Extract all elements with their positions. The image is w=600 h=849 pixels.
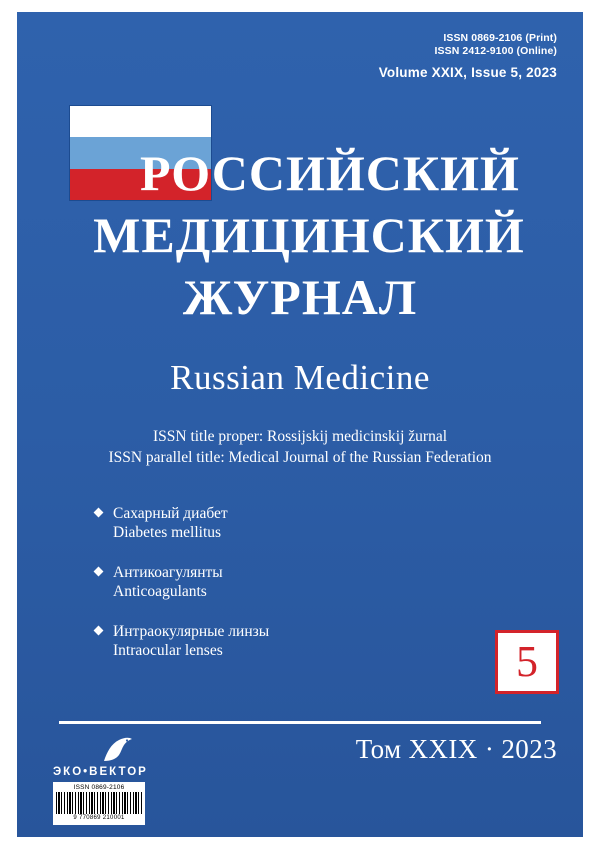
issn-header-block	[379, 32, 557, 80]
topic-russian: Сахарный диабет	[113, 505, 228, 522]
cover-background	[17, 12, 583, 837]
title-line-1: РОССИЙСКИЙ	[140, 145, 520, 201]
diamond-bullet-icon	[94, 626, 104, 636]
barcode-label: ISSN 0869-2106	[73, 784, 125, 791]
barcode	[53, 782, 145, 825]
volume-issue-year: Volume XXIX, Issue 5, 2023	[378, 65, 557, 80]
issn-title-block	[17, 426, 583, 468]
issn-online: ISSN 2412-9100 (Online)	[434, 45, 557, 57]
topic-english: Intraocular lenses	[113, 642, 223, 659]
diamond-bullet-icon	[94, 567, 104, 577]
barcode-bars	[56, 792, 142, 814]
volume-year-footer: Том XXIX · 2023	[355, 734, 557, 764]
issn-title-proper: ISSN title proper: Rossijskij medicinskij žurnal	[152, 428, 448, 445]
publisher-logo	[53, 734, 203, 782]
topics-list	[95, 504, 269, 681]
topic-english: Diabetes mellitus	[113, 524, 222, 541]
title-line-3: ЖУРНАЛ	[182, 269, 418, 325]
publisher-name: ЭКО•ВЕКТОР	[53, 766, 148, 778]
list-item	[95, 622, 269, 660]
barcode-number: 9 770869 210001	[73, 815, 125, 821]
list-item	[95, 563, 269, 601]
issue-number-badge	[495, 630, 559, 694]
issn-print: ISSN 0869-2106 (Print)	[443, 32, 557, 44]
issn-parallel-title: ISSN parallel title: Medical Journal of the Russian Federation	[108, 449, 492, 466]
journal-title	[17, 142, 583, 328]
bird-icon	[101, 734, 135, 764]
divider	[59, 721, 541, 724]
issue-number: 5	[516, 637, 538, 686]
title-line-2: МЕДИЦИНСКИЙ	[93, 207, 525, 263]
list-item	[95, 504, 269, 542]
topic-english: Anticoagulants	[113, 583, 207, 600]
topic-russian: Антикоагулянты	[113, 564, 223, 581]
journal-title-english: Russian Medicine	[170, 358, 430, 397]
flag-stripe-white	[70, 106, 211, 137]
topic-russian: Интраокулярные линзы	[113, 623, 270, 640]
diamond-bullet-icon	[94, 508, 104, 518]
